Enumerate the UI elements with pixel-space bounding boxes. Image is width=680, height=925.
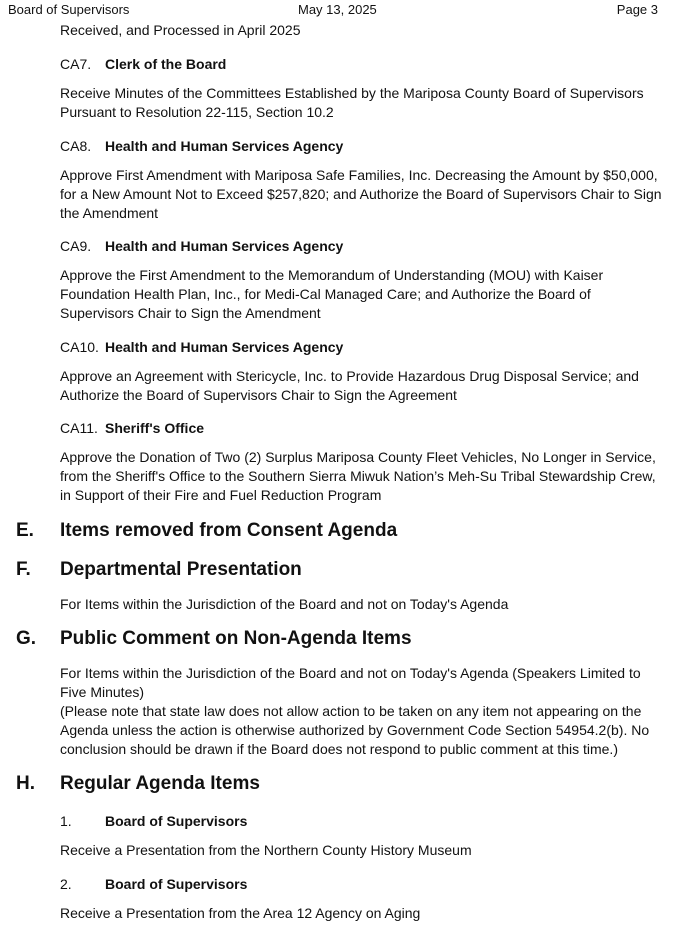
consent-item-ca8-description: Approve First Amendment with Mariposa Safe Families, Inc. Decreasing the Amount by $50,000, for a New Amount Not to Exceed $257,820; and Authorize the Board of Supervisors Chair to Sign the Amendment bbox=[60, 167, 662, 221]
section-h-letter: H. bbox=[16, 773, 35, 794]
section-e-letter: E. bbox=[16, 520, 34, 541]
consent-item-ca10-heading bbox=[60, 338, 343, 357]
header-left: Board of Supervisors bbox=[8, 2, 130, 17]
consent-item-ca9-heading bbox=[60, 237, 343, 256]
consent-item-ca11-description: Approve the Donation of Two (2) Surplus Mariposa County Fleet Vehicles, No Longer in Service, from the Sheriff's Office to the Southern Sierra Miwuk Nation’s Meh-Su Tribal Stewardship Crew, in Support of their Fire and Fuel Reduction Program bbox=[60, 449, 656, 503]
item-number: CA10. bbox=[60, 339, 99, 355]
header-date: May 13, 2025 bbox=[298, 2, 377, 17]
section-e-title: Items removed from Consent Agenda bbox=[60, 520, 398, 541]
item-department: Sheriff's Office bbox=[105, 420, 205, 436]
regular-item-2-description: Receive a Presentation from the Area 12 Agency on Aging bbox=[60, 905, 421, 921]
header-page-number: Page 3 bbox=[616, 2, 658, 17]
item-number: CA9. bbox=[60, 238, 92, 254]
regular-item-2-heading bbox=[60, 875, 247, 894]
consent-item-ca8-heading bbox=[60, 137, 343, 156]
item-department: Clerk of the Board bbox=[105, 56, 227, 72]
item-number: CA11. bbox=[60, 420, 98, 436]
section-g-letter: G. bbox=[16, 628, 37, 649]
section-g-title: Public Comment on Non-Agenda Items bbox=[60, 628, 412, 649]
item-number: CA7. bbox=[60, 56, 92, 72]
consent-item-ca7-description: Receive Minutes of the Committees Established by the Mariposa County Board of Supervisors Pursuant to Resolution 22-115, Section 10.2 bbox=[60, 85, 644, 120]
item-number: CA8. bbox=[60, 138, 92, 154]
item-department: Board of Supervisors bbox=[105, 813, 248, 829]
section-f-letter: F. bbox=[16, 559, 31, 580]
item-department: Health and Human Services Agency bbox=[105, 339, 344, 355]
item-number: 1. bbox=[60, 813, 72, 829]
item-department: Health and Human Services Agency bbox=[105, 138, 344, 154]
section-g-note: (Please note that state law does not allow action to be taken on any item not appearing on the Agenda unless the action is otherwise authorized by Government Code Section 54954.2(b). No conclusion should be drawn if the Board does not respond to public comment at this time.) bbox=[60, 703, 650, 757]
consent-item-ca7-heading bbox=[60, 55, 226, 74]
regular-item-1-description: Receive a Presentation from the Northern County History Museum bbox=[60, 842, 472, 858]
item-department: Board of Supervisors bbox=[105, 876, 248, 892]
section-f-title: Departmental Presentation bbox=[60, 559, 302, 580]
consent-item-ca11-heading bbox=[60, 419, 204, 438]
item-department: Health and Human Services Agency bbox=[105, 238, 344, 254]
consent-item-ca10-description: Approve an Agreement with Stericycle, Inc. to Provide Hazardous Drug Disposal Service; and Authorize the Board of Supervisors Chair to Sign the Agreement bbox=[60, 368, 639, 403]
regular-item-1-heading bbox=[60, 812, 247, 831]
section-f-body: For Items within the Jurisdiction of the Board and not on Today's Agenda bbox=[60, 596, 509, 612]
carryover-text: Received, and Processed in April 2025 bbox=[60, 22, 301, 38]
item-number: 2. bbox=[60, 876, 72, 892]
section-h-title: Regular Agenda Items bbox=[60, 773, 260, 794]
consent-item-ca9-description: Approve the First Amendment to the Memorandum of Understanding (MOU) with Kaiser Foundation Health Plan, Inc., for Medi-Cal Managed Care; and Authorize the Board of Supervisors Chair to Sign the Amendment bbox=[60, 267, 604, 321]
section-g-body: For Items within the Jurisdiction of the Board and not on Today's Agenda (Speakers Limited to Five Minutes) bbox=[60, 665, 641, 700]
